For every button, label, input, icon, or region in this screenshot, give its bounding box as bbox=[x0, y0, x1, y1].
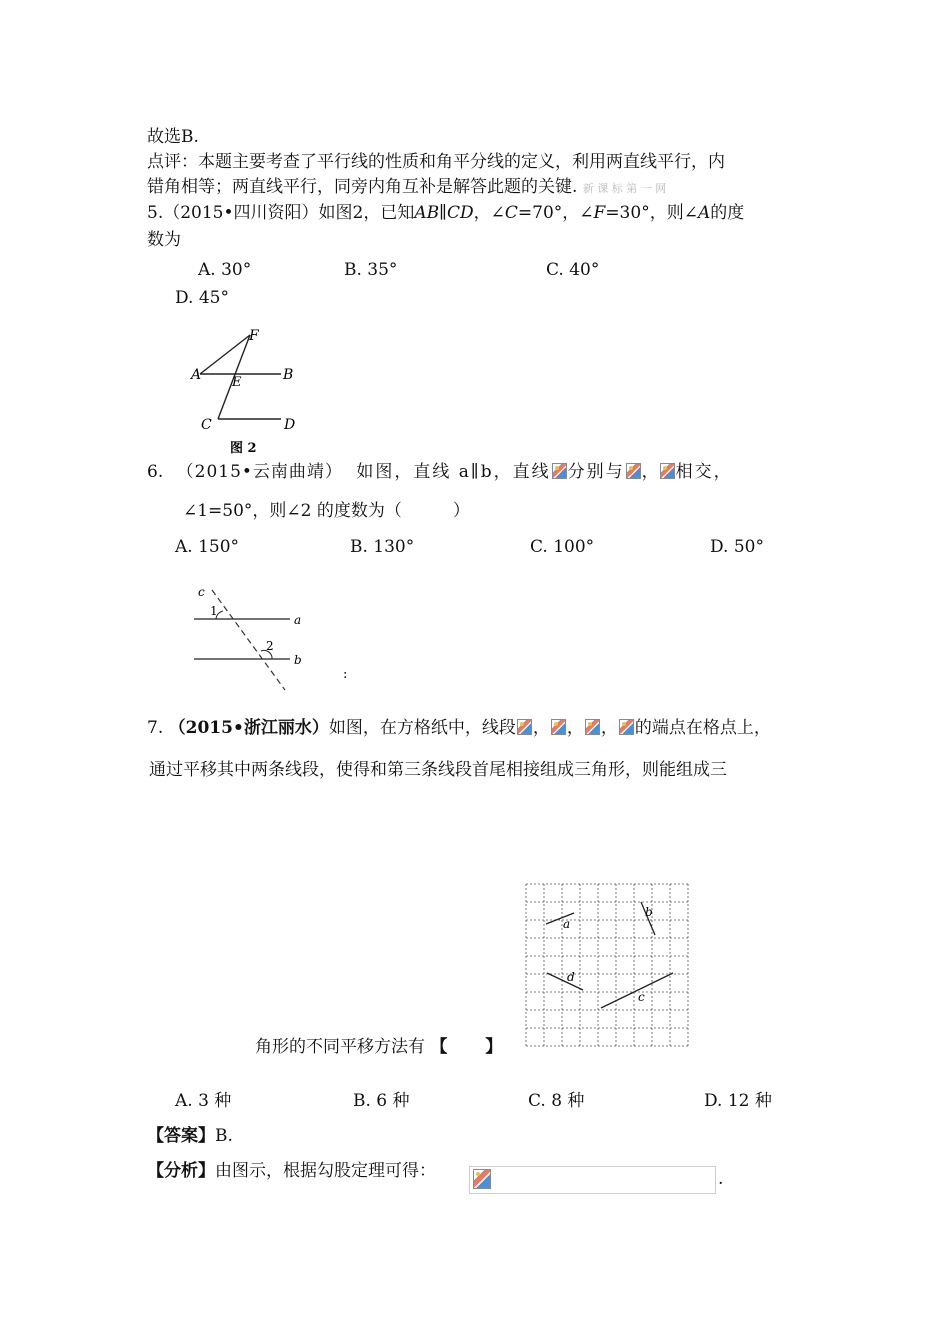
q6-option-d: D. 50° bbox=[710, 537, 764, 557]
fig2-label-b: B bbox=[283, 367, 294, 383]
question-7-line-3-text: 角形的不同平移方法有 bbox=[255, 1037, 425, 1057]
fig7-segment-c bbox=[601, 973, 673, 1008]
q5-a: A bbox=[697, 203, 711, 223]
q7-comma-2: ， bbox=[566, 718, 584, 738]
fig2-label-f: F bbox=[249, 328, 259, 344]
fig6-label-b: b bbox=[294, 653, 302, 667]
q5-tail: 的度 bbox=[710, 203, 745, 223]
comment-line-1: 点评：本题主要考查了平行线的性质和角平分线的定义，利用两直线平行，内 bbox=[147, 152, 725, 172]
figure-q6 bbox=[190, 582, 360, 692]
broken-image-icon bbox=[626, 463, 641, 479]
q7-comma-3: ， bbox=[600, 718, 618, 738]
q5-option-c: C. 40° bbox=[546, 260, 600, 280]
question-6-number: 6. bbox=[147, 462, 164, 482]
fig2-label-c: C bbox=[201, 417, 212, 433]
broken-image-icon bbox=[660, 463, 675, 479]
fig6-label-1: 1 bbox=[210, 604, 218, 618]
question-7-line-3 bbox=[255, 1036, 502, 1058]
figure-q7-grid bbox=[522, 880, 698, 1050]
fig6-side-mark: : bbox=[343, 667, 348, 682]
broken-image-icon bbox=[619, 719, 634, 735]
q6-option-a: A. 150° bbox=[175, 537, 240, 557]
q6-option-c: C. 100° bbox=[530, 537, 595, 557]
fig2-label-a: A bbox=[191, 367, 202, 383]
answer-label: 【答案】 bbox=[147, 1126, 215, 1146]
analysis-text: 由图示，根据勾股定理可得： bbox=[215, 1161, 436, 1181]
fig2-caption: 图 2 bbox=[230, 441, 257, 456]
figure-2 bbox=[185, 322, 315, 458]
question-5-source: （2015•四川资阳）如图2，已知 bbox=[163, 203, 415, 223]
q5-cd: CD bbox=[446, 203, 474, 223]
question-5-number: 5. bbox=[147, 203, 164, 223]
analysis-period: . bbox=[718, 1169, 724, 1189]
q5-option-a: A. 30° bbox=[198, 260, 252, 280]
answer-line bbox=[147, 1125, 233, 1147]
q7-option-b: B. 6 种 bbox=[353, 1091, 410, 1111]
fig6-label-2: 2 bbox=[266, 639, 274, 653]
q7-bracket-right: 】 bbox=[485, 1037, 503, 1057]
question-5-line-2: 数为 bbox=[147, 230, 181, 250]
fig6-line-c bbox=[212, 590, 285, 690]
q7-option-a: A. 3 种 bbox=[175, 1091, 232, 1111]
comment-line-2 bbox=[147, 176, 666, 200]
question-6-body-4: 相交， bbox=[675, 462, 733, 482]
question-7-number: 7. bbox=[147, 718, 164, 738]
fig6-label-a: a bbox=[294, 613, 302, 627]
watermark-text: 新 课 标 第 一 网 bbox=[582, 182, 667, 195]
broken-image-icon bbox=[552, 463, 567, 479]
conclusion-line: 故选B. bbox=[147, 127, 199, 147]
fig7-label-b: b bbox=[645, 905, 653, 919]
fig2-label-e: E bbox=[232, 375, 242, 390]
question-7-body-1: 如图，在方格纸中，线段 bbox=[328, 718, 516, 738]
comment-text: 错角相等；两直线平行，同旁内角互补是解答此题的关键. bbox=[147, 177, 578, 197]
analysis-label: 【分析】 bbox=[147, 1161, 215, 1181]
q5-c-value: =70°，∠ bbox=[517, 203, 594, 223]
formula-image-box bbox=[469, 1166, 716, 1194]
question-6-body-2: 分别与 bbox=[567, 462, 625, 482]
question-6-line-1 bbox=[147, 461, 733, 483]
fig7-segment-d bbox=[547, 973, 583, 990]
fig7-label-c: c bbox=[638, 990, 645, 1004]
question-6-source: （2015•云南曲靖） bbox=[176, 462, 343, 482]
q5-ab: AB bbox=[414, 203, 440, 223]
q5-angle-c-prefix: ，∠ bbox=[473, 203, 505, 223]
q6-option-b: B. 130° bbox=[350, 537, 415, 557]
answer-value: B. bbox=[215, 1126, 233, 1146]
fig7-grid-lines bbox=[526, 884, 688, 1046]
fig7-label-a: a bbox=[563, 917, 571, 931]
q7-option-c: C. 8 种 bbox=[528, 1091, 585, 1111]
fig7-label-d: d bbox=[567, 970, 575, 984]
question-6-body-1: 如图，直线 a∥b，直线 bbox=[356, 462, 551, 482]
q5-option-d: D. 45° bbox=[175, 288, 229, 308]
question-7-line-1 bbox=[147, 717, 771, 739]
broken-image-icon bbox=[551, 719, 566, 735]
broken-image-icon bbox=[585, 719, 600, 735]
question-6-line-2: ∠1=50°，则∠2 的度数为（ ） bbox=[183, 501, 470, 521]
q5-c: C bbox=[504, 203, 518, 223]
question-7-body-2: 的端点在格点上， bbox=[634, 718, 771, 738]
broken-image-icon bbox=[517, 719, 532, 735]
q5-option-b: B. 35° bbox=[344, 260, 398, 280]
analysis-line bbox=[147, 1160, 436, 1182]
fig6-label-c: c bbox=[198, 585, 205, 599]
q5-f: F bbox=[593, 203, 606, 223]
broken-image-icon bbox=[473, 1169, 491, 1189]
q7-bracket-left: 【 bbox=[430, 1037, 448, 1057]
question-7-source: （2015•浙江丽水） bbox=[168, 718, 329, 738]
q5-parallel: ∥ bbox=[439, 203, 447, 223]
q7-comma-1: ， bbox=[532, 718, 550, 738]
q5-f-value: =30°，则∠ bbox=[605, 203, 698, 223]
question-6-body-3: ， bbox=[641, 462, 659, 482]
question-5-line-1 bbox=[147, 202, 744, 224]
fig2-label-d: D bbox=[284, 417, 296, 433]
question-7-line-2: 通过平移其中两条线段，使得和第三条线段首尾相接组成三角形，则能组成三 bbox=[149, 760, 727, 780]
q7-option-d: D. 12 种 bbox=[704, 1091, 772, 1111]
